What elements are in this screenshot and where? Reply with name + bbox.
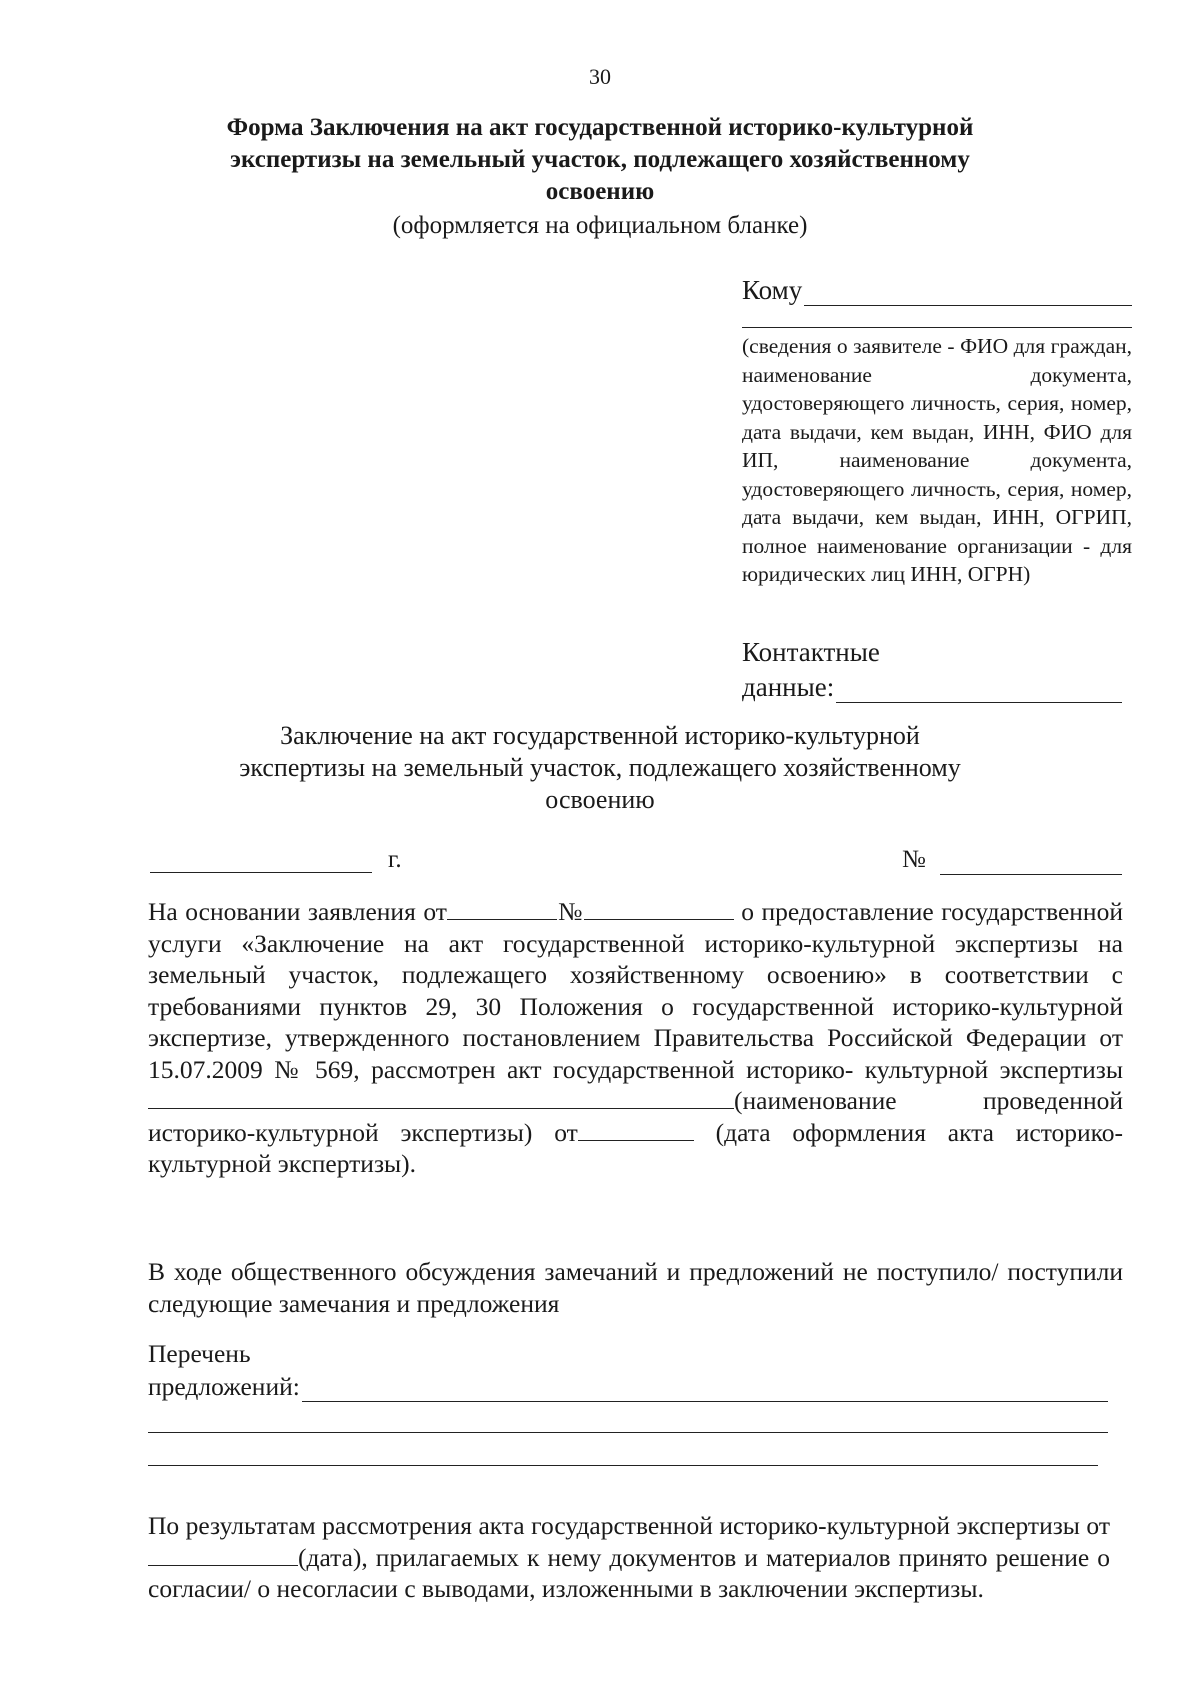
- expertise-name-field[interactable]: [148, 1086, 734, 1109]
- number-field[interactable]: [940, 874, 1122, 875]
- conclusion-title: Заключение на акт государственной историко-культурной экспертизы на земельный участок, подлежащего хозяйственному освоению: [239, 721, 961, 814]
- form-subtitle: (оформляется на официальном бланке): [392, 212, 808, 239]
- result-paragraph: [148, 1510, 1110, 1605]
- basis-paragraph: [148, 896, 1123, 1180]
- number-label: №: [902, 846, 926, 873]
- addressee-to-field[interactable]: [804, 281, 1132, 306]
- proposals-field-3[interactable]: [148, 1465, 1098, 1466]
- contacts-label-2: данные:: [742, 672, 835, 702]
- expertise-date-field[interactable]: [578, 1118, 694, 1141]
- contacts-row: [742, 669, 1122, 703]
- addressee-to-row: [742, 270, 1132, 306]
- addressee-second-field[interactable]: [742, 327, 1132, 328]
- proposals-field-1[interactable]: [302, 1377, 1108, 1402]
- date-field[interactable]: [150, 872, 372, 873]
- basis-text-5: (дата оформления акта историко-культурной экспертизы).: [148, 1117, 1124, 1178]
- page-number: 30: [589, 64, 611, 89]
- proposals-label: Перечень: [148, 1339, 251, 1368]
- basis-text-1: На основании заявления от: [148, 897, 447, 926]
- basis-text-4: (наименование проведенной историко-культурной экспертизы) от: [148, 1086, 1123, 1147]
- applicant-info-hint: (сведения о заявителе - ФИО для граждан, наименование документа, удостоверяющего личность, серия, номер, дата выдачи, кем выдан, ИНН, ФИО для ИП, наименование документа, удостоверяющего личность, серия, номер, дата выдачи, кем выдан, ИНН, ОГРИП, полное наименование организации - для юридических лиц ИНН, ОГРН): [742, 334, 1132, 586]
- year-suffix: г.: [388, 846, 402, 873]
- result-text-1: По результатам рассмотрения акта государственной историко-культурной экспертизы от: [148, 1511, 1110, 1540]
- application-number-field[interactable]: [584, 897, 734, 920]
- basis-text-2: №: [556, 897, 584, 926]
- contacts-label: Контактные: [742, 637, 880, 667]
- proposals-label-2: предложений:: [148, 1371, 300, 1401]
- contacts-field[interactable]: [836, 678, 1122, 703]
- date-number-row: [150, 846, 1120, 882]
- result-text-2: (дата), прилагаемых к нему документов и материалов принято решение о согласии/ о несогласии с выводами, изложенными в заключении экспертизы.: [148, 1542, 1110, 1603]
- discussion-paragraph: В ходе общественного обсуждения замечаний и предложений не поступило/ поступили следующие замечания и предложения: [148, 1257, 1123, 1318]
- result-date-field[interactable]: [148, 1543, 298, 1566]
- application-date-field[interactable]: [447, 897, 557, 920]
- proposals-field-2[interactable]: [148, 1432, 1108, 1433]
- form-title: Форма Заключения на акт государственной историко-культурной экспертизы на земельный участок, подлежащего хозяйственному освоению: [226, 114, 974, 205]
- basis-text-3: о предоставление государственной услуги «Заключение на акт государственной историко-культурной экспертизы на земельный участок, подлежащего хозяйственному освоению» в соответствии с требованиями пунктов 29, 30 Положения о государственной историко-культурной экспертизе, утвержденного постановлением Правительства Российской Федерации от 15.07.2009 № 569, рассмотрен акт государственной историко- культурной экспертизы: [148, 897, 1123, 1084]
- addressee-to-label: Кому: [742, 275, 803, 305]
- proposals-row: [148, 1370, 1108, 1402]
